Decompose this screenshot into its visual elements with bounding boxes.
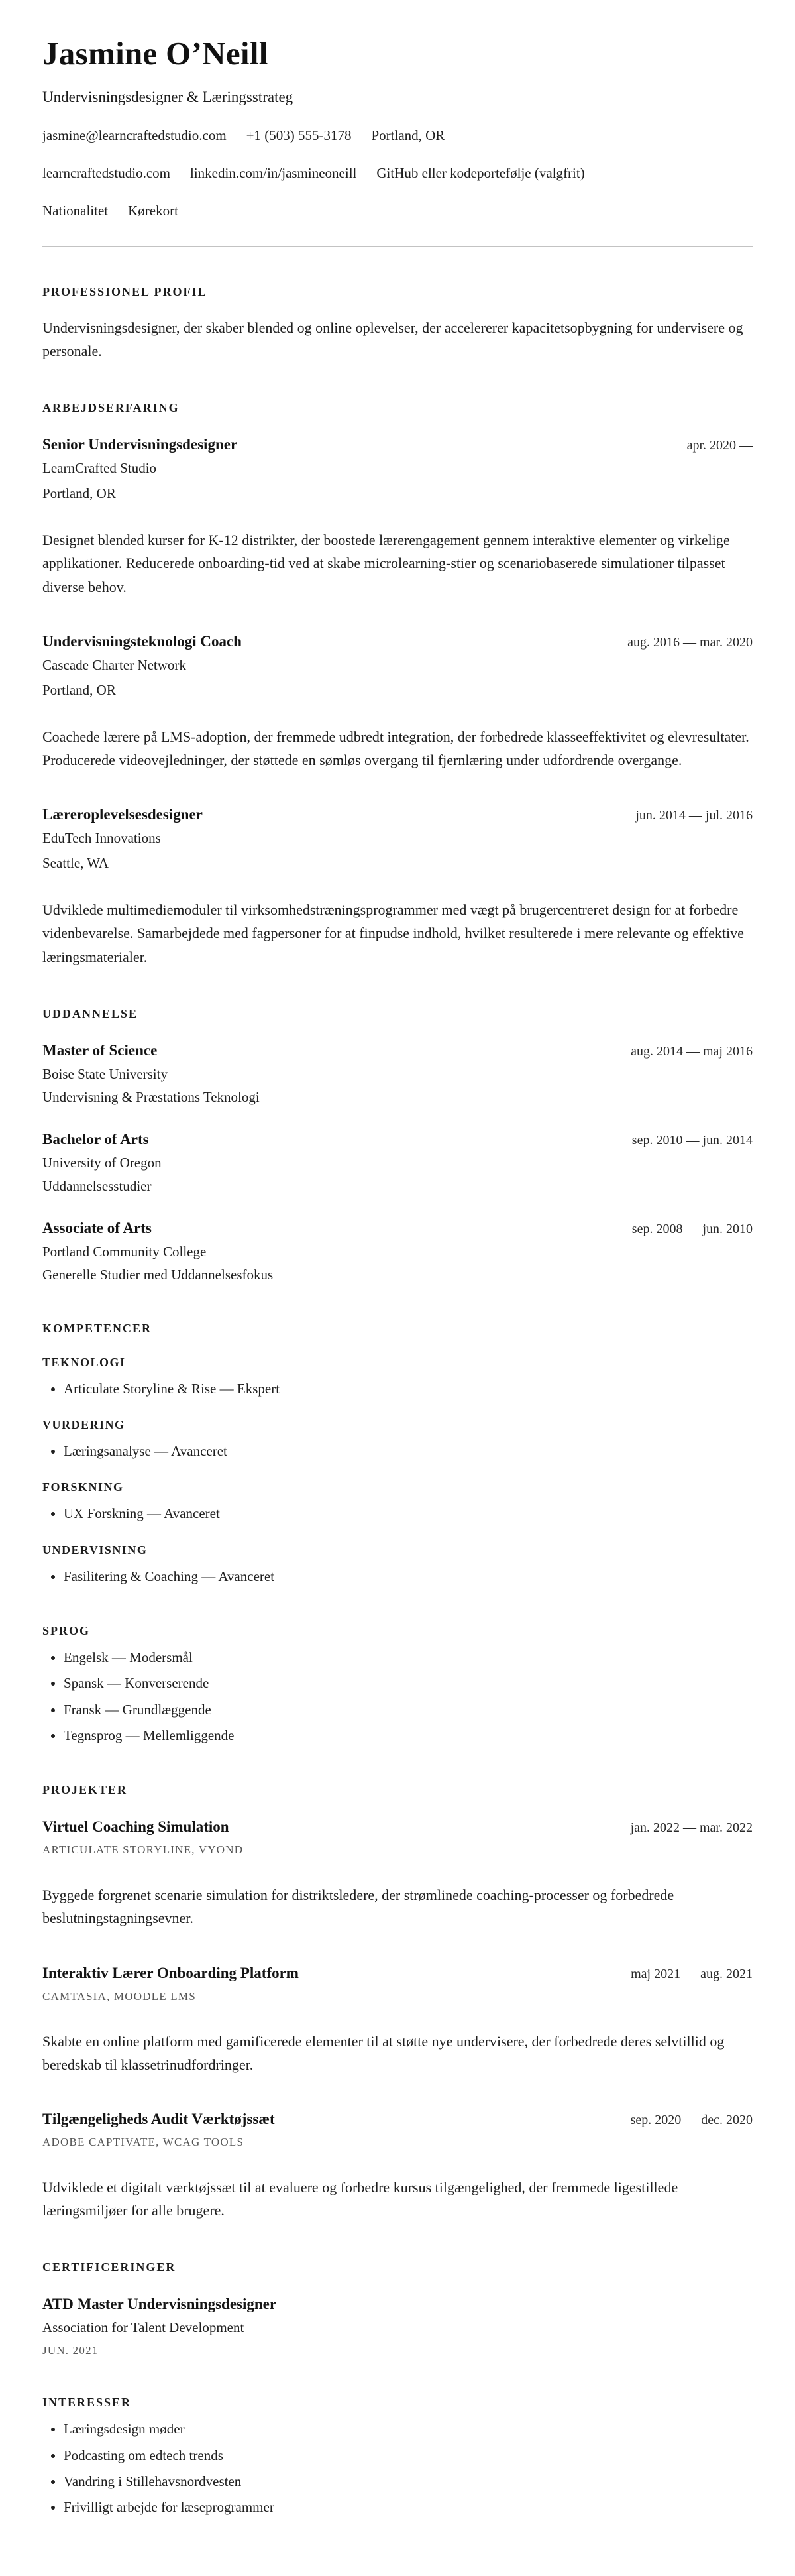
person-name: Jasmine O’Neill bbox=[42, 35, 268, 72]
section-interests bbox=[42, 2396, 753, 2516]
project-dates: sep. 2020 — dec. 2020 bbox=[630, 2112, 753, 2127]
section-projects bbox=[42, 1783, 753, 2222]
study-field: Generelle Studier med Uddannelsesfokus bbox=[42, 1266, 274, 1283]
language-item: • Engelsk — Modersmål bbox=[64, 1649, 753, 1667]
interest-item: • Læringsdesign møder bbox=[64, 2420, 753, 2438]
job-dates: jun. 2014 — jul. 2016 bbox=[635, 808, 753, 823]
degree-title: Bachelor of Arts bbox=[42, 1130, 149, 1147]
job-description: Coachede lærere på LMS-adoption, der fremmede udbredt integration, der forbedrede klasseeffektivitet og elevresultater. Producerede videovejledninger, der støttede en sømløs overgang til fjernlæring under udfordrende overgange. bbox=[42, 728, 749, 769]
experience-heading: ARBEJDSERFARING bbox=[42, 401, 180, 415]
degree-dates: aug. 2014 — maj 2016 bbox=[631, 1043, 753, 1059]
skill-list bbox=[42, 1442, 753, 1460]
language-list bbox=[42, 1649, 753, 1745]
projects-heading: PROJEKTER bbox=[42, 1783, 128, 1797]
education-entry bbox=[42, 1042, 753, 1106]
interest-item: • Frivilligt arbejde for læseprogrammer bbox=[64, 2498, 753, 2516]
project-description: Byggede forgrenet scenarie simulation for distriktsledere, der strømlinede coaching-processer og forbedrede beslutningstagningsevner. bbox=[42, 1887, 674, 1927]
school-name: Boise State University bbox=[42, 1065, 168, 1082]
language-item: • Tegnsprog — Mellemliggende bbox=[64, 1727, 753, 1745]
project-entry bbox=[42, 1818, 753, 1930]
contact-website: learncraftedstudio.com bbox=[42, 164, 170, 181]
job-company: EduTech Innovations bbox=[42, 830, 161, 847]
experience-entry bbox=[42, 806, 753, 968]
job-title: Undervisningsteknologi Coach bbox=[42, 632, 242, 650]
languages-heading: SPROG bbox=[42, 1623, 91, 1637]
experience-entry bbox=[42, 633, 753, 772]
header-divider bbox=[42, 246, 753, 247]
contact-nationality: Nationalitet bbox=[42, 202, 109, 219]
project-entry-head bbox=[42, 1818, 753, 1836]
study-field: Undervisning & Præstations Teknologi bbox=[42, 1088, 260, 1105]
section-profile bbox=[42, 285, 753, 363]
project-title: Virtuel Coaching Simulation bbox=[42, 1818, 229, 1836]
job-description: Udviklede multimediemoduler til virksomhedstræningsprogrammer med vægt på brugercentreret design for at forbedre videnbevarelse. Samarbejdede med fagpersoner for at finpudse indhold, hvilket resulterede i mere relevante og effektive læringsmaterialer. bbox=[42, 902, 744, 965]
job-location: Portland, OR bbox=[42, 681, 116, 698]
contact-row-links bbox=[42, 165, 753, 182]
contact-linkedin: linkedin.com/in/jasmineoneill bbox=[190, 164, 357, 181]
skill-list bbox=[42, 1505, 753, 1523]
section-certifications bbox=[42, 2260, 753, 2357]
project-entry bbox=[42, 1965, 753, 2076]
skill-list bbox=[42, 1380, 753, 1398]
experience-entry bbox=[42, 436, 753, 599]
project-entry bbox=[42, 2111, 753, 2222]
job-location: Portland, OR bbox=[42, 485, 116, 502]
project-entry-head bbox=[42, 2111, 753, 2128]
degree-title: Master of Science bbox=[42, 1041, 158, 1059]
education-entry bbox=[42, 1131, 753, 1195]
degree-title: Associate of Arts bbox=[42, 1219, 152, 1236]
skill-category: FORSKNING bbox=[42, 1480, 124, 1494]
skill-category: VURDERING bbox=[42, 1418, 125, 1432]
skill-item: • Læringsanalyse — Avanceret bbox=[64, 1442, 753, 1460]
project-description: Skabte en online platform med gamificerede elementer til at støtte nye undervisere, der forbedrede deres selvtillid og beredskab til klassetrinudfordringer. bbox=[42, 2032, 725, 2073]
contact-row-misc bbox=[42, 203, 753, 219]
project-tools: ADOBE CAPTIVATE, WCAG TOOLS bbox=[42, 2135, 244, 2148]
degree-dates: sep. 2010 — jun. 2014 bbox=[631, 1132, 753, 1147]
job-dates: apr. 2020 — bbox=[686, 438, 753, 453]
education-entry-head bbox=[42, 1220, 753, 1237]
language-item: • Spansk — Konverserende bbox=[64, 1674, 753, 1692]
job-description: Designet blended kurser for K-12 distrikter, der boostede lærerengagement gennem interaktive elementer og virkelige applikationer. Reducerede onboarding-tid ved at skabe microlearning-stier og scenariobaserede simulationer tilpasset diverse behov. bbox=[42, 532, 730, 595]
project-tools: ARTICULATE STORYLINE, VYOND bbox=[42, 1844, 244, 1857]
skill-group bbox=[42, 1543, 753, 1586]
person-title: Undervisningsdesigner & Læringsstrateg bbox=[42, 88, 293, 105]
skill-item: • Fasilitering & Coaching — Avanceret bbox=[64, 1568, 753, 1586]
project-entry-head bbox=[42, 1965, 753, 1982]
certification-entry bbox=[42, 2296, 753, 2357]
education-entry-head bbox=[42, 1042, 753, 1059]
section-languages bbox=[42, 1624, 753, 1745]
education-entry-head bbox=[42, 1131, 753, 1148]
contact-location: Portland, OR bbox=[371, 127, 445, 143]
job-company: LearnCrafted Studio bbox=[42, 460, 157, 477]
resume-header bbox=[42, 36, 753, 219]
project-title: Interaktiv Lærer Onboarding Platform bbox=[42, 1964, 299, 1981]
skills-heading: KOMPETENCER bbox=[42, 1321, 152, 1335]
job-title: Læreroplevelsesdesigner bbox=[42, 806, 203, 823]
job-title: Senior Undervisningsdesigner bbox=[42, 436, 238, 453]
job-company: Cascade Charter Network bbox=[42, 656, 186, 673]
section-skills bbox=[42, 1322, 753, 1586]
skill-category: UNDERVISNING bbox=[42, 1543, 148, 1556]
project-tools: CAMTASIA, MOODLE LMS bbox=[42, 1989, 196, 2003]
certifications-heading: CERTIFICERINGER bbox=[42, 2260, 176, 2274]
skill-list bbox=[42, 1568, 753, 1586]
certification-issuer: Association for Talent Development bbox=[42, 2319, 244, 2336]
language-item: • Fransk — Grundlæggende bbox=[64, 1701, 753, 1719]
study-field: Uddannelsesstudier bbox=[42, 1177, 152, 1194]
skill-item: • UX Forskning — Avanceret bbox=[64, 1505, 753, 1523]
experience-entry-head bbox=[42, 633, 753, 650]
certification-title: ATD Master Undervisningsdesigner bbox=[42, 2296, 277, 2313]
project-dates: jan. 2022 — mar. 2022 bbox=[630, 1820, 753, 1836]
education-entry bbox=[42, 1220, 753, 1283]
contact-license: Kørekort bbox=[128, 202, 178, 219]
project-dates: maj 2021 — aug. 2021 bbox=[631, 1966, 753, 1981]
job-location: Seattle, WA bbox=[42, 855, 109, 872]
education-heading: UDDANNELSE bbox=[42, 1006, 138, 1020]
skill-group bbox=[42, 1480, 753, 1523]
section-education bbox=[42, 1007, 753, 1283]
skill-category: TEKNOLOGI bbox=[42, 1355, 126, 1369]
skill-group bbox=[42, 1356, 753, 1398]
project-description: Udviklede et digitalt værktøjssæt til at evaluere og forbedre kursus tilgængelighed, der fremmede ligestillede læringsmiljøer for alle brugere. bbox=[42, 2178, 678, 2219]
degree-dates: sep. 2008 — jun. 2010 bbox=[631, 1221, 753, 1236]
profile-text: Undervisningsdesigner, der skaber blended og online oplevelser, der accelererer kapacitetsopbygning for undervisere og personale. bbox=[42, 319, 743, 360]
school-name: University of Oregon bbox=[42, 1154, 162, 1171]
certification-date: JUN. 2021 bbox=[42, 2344, 99, 2357]
contact-phone: +1 (503) 555-3178 bbox=[246, 127, 352, 143]
skill-item: • Articulate Storyline & Rise — Ekspert bbox=[64, 1380, 753, 1398]
school-name: Portland Community College bbox=[42, 1243, 207, 1259]
interest-list bbox=[42, 2420, 753, 2516]
profile-heading: PROFESSIONEL PROFIL bbox=[42, 284, 207, 298]
interest-item: • Podcasting om edtech trends bbox=[64, 2447, 753, 2465]
interest-item: • Vandring i Stillehavsnordvesten bbox=[64, 2473, 753, 2490]
skill-group bbox=[42, 1418, 753, 1460]
section-experience bbox=[42, 401, 753, 968]
interests-heading: INTERESSER bbox=[42, 2396, 132, 2410]
contact-portfolio: GitHub eller kodeportefølje (valgfrit) bbox=[376, 164, 585, 181]
project-title: Tilgængeligheds Audit Værktøjssæt bbox=[42, 2110, 275, 2127]
contact-row-primary bbox=[42, 127, 753, 144]
contact-email: jasmine@learncraftedstudio.com bbox=[42, 127, 227, 143]
experience-entry-head bbox=[42, 806, 753, 823]
job-dates: aug. 2016 — mar. 2020 bbox=[627, 634, 753, 650]
experience-entry-head bbox=[42, 436, 753, 453]
